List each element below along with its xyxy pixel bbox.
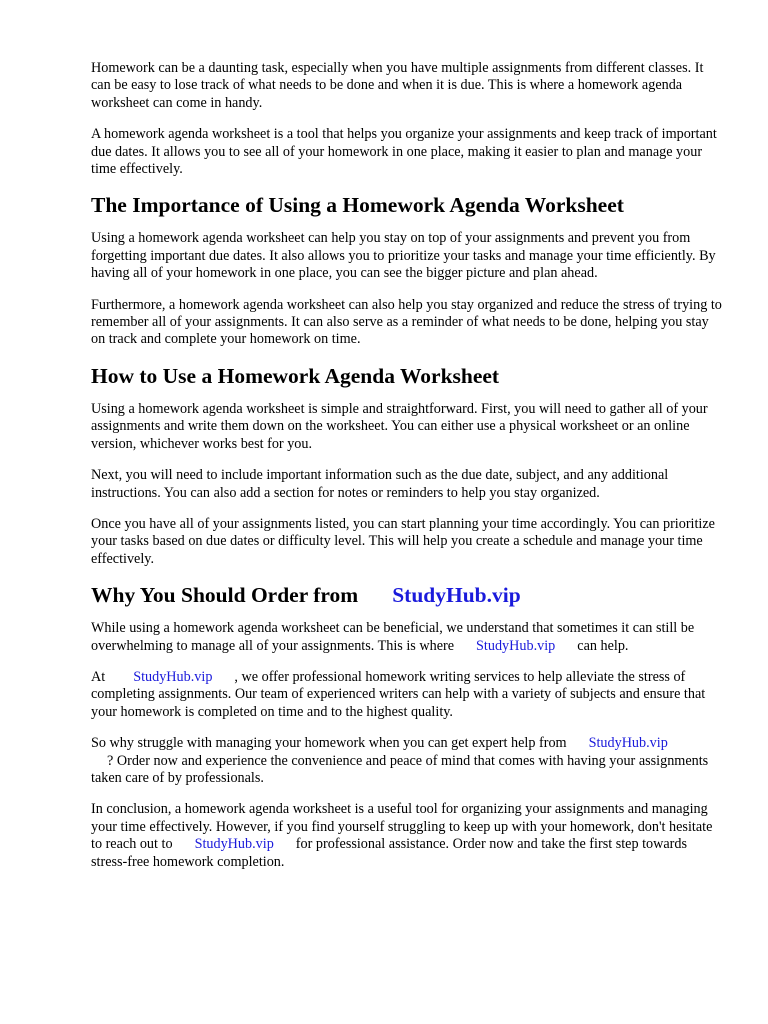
order-p4-text-before: In conclusion, a homework agenda worksheet is a useful tool for organizing your assignments and managing your time effectively. However, if you find yourself struggling to keep up with your homework, don't hesitate to reach out to (91, 801, 713, 853)
order-p2-text-before: At (91, 668, 106, 685)
order-p2-text-after: , we offer professional homework writing services to help alleviate the stress of completing assignments. Our team of experienced writers can help with a variety of subjects and ensure that your homework is completed on time and to the highest quality. (91, 668, 706, 720)
studyhub-link-1[interactable]: StudyHub.vip (476, 637, 556, 654)
order-p4-text-after: for professional assistance. Order now and take the first step towards stress-free homework completion. (91, 836, 688, 870)
howto-paragraph-3: Once you have all of your assignments listed, you can start planning your time accordingly. You can prioritize your tasks based on due dates or difficulty level. This will help you create a schedule and manage your time effectively. (91, 515, 715, 567)
importance-paragraph-2: Furthermore, a homework agenda worksheet can also help you stay organized and reduce the stress of trying to remember all of your assignments. It can also serve as a reminder of what needs to be done, helping you stay on track and complete your homework on time. (91, 296, 722, 348)
intro-paragraph-1: Homework can be a daunting task, especially when you have multiple assignments from different classes. It can be easy to lose track of what needs to be done and when it is due. This is where a homework agenda worksheet can come in handy. (91, 60, 704, 111)
order-paragraph-3 (91, 735, 723, 787)
studyhub-heading-link[interactable]: StudyHub.vip (392, 583, 521, 608)
howto-paragraph-2: Next, you will need to include important information such as the due date, subject, and any additional instructions. You can also add a section for notes or reminders to help you stay organized. (91, 467, 669, 501)
heading-how-to-use: How to Use a Homework Agenda Worksheet (91, 363, 500, 388)
document-page (91, 60, 723, 885)
studyhub-link-3[interactable]: StudyHub.vip (588, 735, 668, 752)
order-p1-text-after: can help. (577, 637, 629, 654)
studyhub-link-2[interactable]: StudyHub.vip (133, 668, 213, 685)
importance-paragraph-1: Using a homework agenda worksheet can help you stay on top of your assignments and prevent you from forgetting important due dates. It also allows you to prioritize your tasks and manage your time efficiently. By having all of your homework in one place, you can see the bigger picture and plan ahead. (91, 230, 716, 282)
order-p3-text-after: ? Order now and experience the convenience and peace of mind that comes with having your assignments taken care of by professionals. (91, 752, 709, 786)
order-paragraph-4 (91, 801, 723, 871)
heading-why-order (91, 582, 723, 608)
heading-why-order-text: Why You Should Order from (91, 583, 359, 608)
order-paragraph-2 (91, 669, 723, 721)
heading-importance: The Importance of Using a Homework Agenda Worksheet (91, 193, 624, 218)
order-paragraph-1 (91, 620, 723, 655)
order-p1-text-before: While using a homework agenda worksheet can be beneficial, we understand that sometimes it can still be overwhelming to manage all of your assignments. This is where (91, 620, 695, 654)
studyhub-link-4[interactable]: StudyHub.vip (194, 836, 274, 853)
intro-paragraph-2: A homework agenda worksheet is a tool that helps you organize your assignments and keep track of important due dates. It allows you to see all of your homework in one place, making it easier to plan and manage your time effectively. (91, 126, 717, 178)
howto-paragraph-1: Using a homework agenda worksheet is simple and straightforward. First, you will need to gather all of your assignments and write them down on the worksheet. You can either use a physical worksheet or an online version, whichever works best for you. (91, 400, 708, 452)
order-p3-text-before: So why struggle with managing your homework when you can get expert help from (91, 735, 567, 752)
